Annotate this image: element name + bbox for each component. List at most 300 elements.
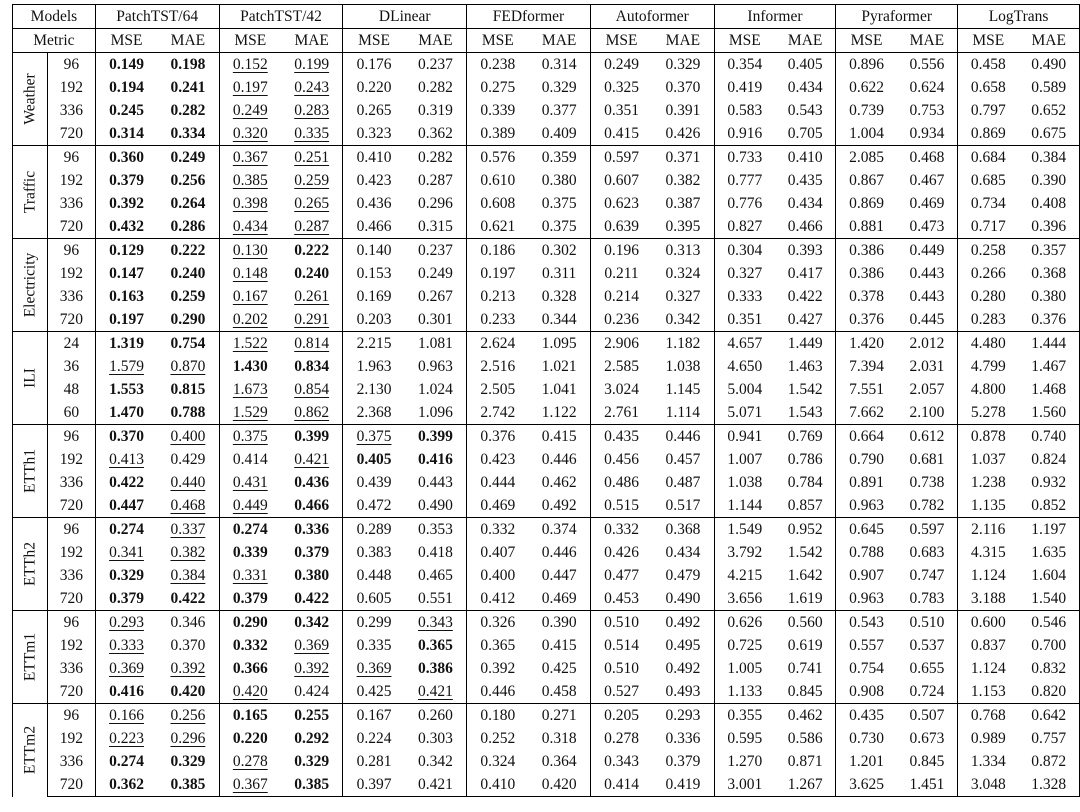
mse-cell	[467, 192, 529, 215]
mse-cell	[590, 587, 652, 611]
mse-cell	[219, 727, 281, 750]
mse-cell	[590, 53, 652, 77]
cell-value: 4.800	[970, 381, 1006, 398]
cell-value: 0.237	[417, 242, 453, 259]
horizon-cell: 720	[47, 215, 95, 239]
mae-cell	[528, 634, 590, 657]
cell-value: 0.862	[294, 404, 330, 421]
mse-cell	[343, 680, 405, 704]
mae-cell	[405, 76, 467, 99]
cell-value: 1.542	[787, 381, 823, 398]
mae-cell	[157, 518, 219, 542]
cell-value: 0.514	[604, 637, 639, 654]
cell-value: 0.740	[1031, 428, 1067, 445]
cell-value: 0.286	[170, 218, 206, 235]
mse-cell	[590, 122, 652, 146]
cell-value: 0.436	[356, 195, 392, 212]
cell-value: 0.462	[541, 474, 577, 491]
table-row	[13, 448, 1080, 471]
dataset-label-cell	[13, 53, 48, 146]
cell-value: 0.510	[604, 614, 639, 631]
table-row	[13, 146, 1080, 170]
mse-cell	[343, 518, 405, 542]
mse-cell	[836, 611, 897, 635]
mse-cell	[958, 518, 1019, 542]
mae-cell	[405, 680, 467, 704]
mse-cell	[95, 192, 157, 215]
mse-cell	[714, 564, 775, 587]
cell-value: 1.135	[970, 497, 1006, 514]
mse-cell	[958, 564, 1019, 587]
metric-label: Metric	[13, 29, 96, 53]
cell-value: 0.447	[109, 497, 144, 514]
cell-value: 0.167	[356, 707, 392, 724]
cell-value: 0.196	[604, 242, 639, 259]
cell-value: 0.343	[417, 614, 453, 631]
cell-value: 0.129	[109, 242, 144, 259]
cell-value: 0.342	[665, 311, 701, 328]
mse-cell	[714, 680, 775, 704]
mae-cell	[281, 239, 343, 263]
cell-value: 0.392	[170, 660, 206, 677]
cell-value: 0.435	[604, 428, 639, 445]
metric-mse-header: MSE	[958, 29, 1019, 53]
cell-value: 0.449	[232, 497, 268, 514]
metric-mae-header: MAE	[528, 29, 590, 53]
cell-value: 0.240	[294, 265, 330, 282]
mse-cell	[958, 215, 1019, 239]
cell-value: 0.197	[109, 311, 144, 328]
cell-value: 0.673	[909, 730, 945, 747]
mse-cell	[836, 587, 897, 611]
mse-cell	[590, 657, 652, 680]
cell-value: 0.989	[970, 730, 1006, 747]
mae-cell	[528, 285, 590, 308]
mae-cell	[897, 355, 958, 378]
mae-cell	[897, 611, 958, 635]
cell-value: 0.782	[909, 497, 945, 514]
table-row	[13, 308, 1080, 332]
mse-cell	[590, 634, 652, 657]
cell-value: 0.440	[170, 474, 206, 491]
horizon-cell: 96	[47, 611, 95, 635]
mae-cell	[528, 425, 590, 449]
mae-cell	[528, 448, 590, 471]
table-row	[13, 494, 1080, 518]
mse-cell	[714, 262, 775, 285]
mse-cell	[95, 657, 157, 680]
mae-cell	[157, 239, 219, 263]
mse-cell	[467, 680, 529, 704]
mae-cell	[528, 541, 590, 564]
mae-cell	[528, 146, 590, 170]
mae-cell	[157, 634, 219, 657]
cell-value: 1.124	[970, 567, 1006, 584]
horizon-cell: 720	[47, 587, 95, 611]
mae-cell	[281, 494, 343, 518]
cell-value: 0.392	[480, 660, 516, 677]
mse-cell	[467, 471, 529, 494]
cell-value: 0.422	[294, 590, 330, 607]
mse-cell	[714, 425, 775, 449]
cell-value: 1.145	[665, 381, 701, 398]
cell-value: 1.267	[787, 776, 823, 793]
mse-cell	[958, 146, 1019, 170]
mse-cell	[219, 169, 281, 192]
model-header: Autoformer	[590, 5, 714, 29]
mae-cell	[1018, 773, 1079, 797]
mse-cell	[714, 727, 775, 750]
mae-cell	[897, 99, 958, 122]
mse-cell	[95, 215, 157, 239]
mse-cell	[219, 657, 281, 680]
mse-cell	[219, 564, 281, 587]
mae-cell	[528, 750, 590, 773]
mse-cell	[590, 541, 652, 564]
cell-value: 0.600	[970, 614, 1006, 631]
mse-cell	[590, 727, 652, 750]
cell-value: 0.327	[665, 288, 701, 305]
mae-cell	[157, 611, 219, 635]
mae-cell	[1018, 425, 1079, 449]
metric-mse-header: MSE	[590, 29, 652, 53]
cell-value: 2.012	[909, 335, 945, 352]
cell-value: 0.423	[356, 172, 392, 189]
table-row	[13, 53, 1080, 77]
cell-value: 0.415	[541, 637, 577, 654]
cell-value: 1.122	[541, 404, 577, 421]
mse-cell	[467, 215, 529, 239]
cell-value: 0.410	[356, 149, 392, 166]
mae-cell	[281, 146, 343, 170]
mae-cell	[281, 680, 343, 704]
mse-cell	[836, 192, 897, 215]
cell-value: 2.505	[480, 381, 516, 398]
mse-cell	[219, 587, 281, 611]
mae-cell	[775, 355, 836, 378]
horizon-cell: 192	[47, 262, 95, 285]
cell-value: 0.390	[1031, 172, 1067, 189]
cell-value: 0.425	[541, 660, 577, 677]
cell-value: 0.410	[787, 149, 823, 166]
cell-value: 1.529	[232, 404, 268, 421]
mse-cell	[95, 634, 157, 657]
mae-cell	[1018, 611, 1079, 635]
mse-cell	[467, 146, 529, 170]
cell-value: 1.579	[109, 358, 144, 375]
mse-cell	[467, 727, 529, 750]
mae-cell	[1018, 587, 1079, 611]
cell-value: 0.148	[232, 265, 268, 282]
table-row	[13, 680, 1080, 704]
cell-value: 0.386	[849, 265, 884, 282]
cell-value: 0.370	[665, 79, 701, 96]
dataset-label: ETTh2	[21, 542, 39, 586]
mse-cell	[95, 308, 157, 332]
cell-value: 0.339	[480, 102, 516, 119]
model-header: PatchTST/64	[95, 5, 219, 29]
mse-cell	[590, 169, 652, 192]
mse-cell	[95, 355, 157, 378]
mae-cell	[652, 262, 714, 285]
mse-cell	[219, 378, 281, 401]
mae-cell	[652, 215, 714, 239]
cell-value: 0.400	[480, 567, 516, 584]
cell-value: 0.493	[665, 683, 701, 700]
cell-value: 0.391	[665, 102, 701, 119]
mse-cell	[590, 401, 652, 425]
mse-cell	[467, 634, 529, 657]
cell-value: 0.626	[727, 614, 763, 631]
cell-value: 0.546	[1031, 614, 1067, 631]
cell-value: 0.287	[294, 218, 330, 235]
mae-cell	[281, 215, 343, 239]
mae-cell	[157, 122, 219, 146]
mae-cell	[775, 169, 836, 192]
cell-value: 0.329	[170, 753, 206, 770]
mae-cell	[281, 76, 343, 99]
dataset-label: Traffic	[21, 170, 39, 214]
mse-cell	[958, 471, 1019, 494]
cell-value: 0.788	[170, 404, 206, 421]
mse-cell	[467, 587, 529, 611]
mse-cell	[714, 239, 775, 263]
mse-cell	[467, 122, 529, 146]
cell-value: 0.426	[665, 125, 701, 142]
mse-cell	[714, 657, 775, 680]
mae-cell	[897, 239, 958, 263]
mae-cell	[405, 401, 467, 425]
mae-cell	[281, 750, 343, 773]
mae-cell	[775, 401, 836, 425]
metric-mse-header: MSE	[343, 29, 405, 53]
mae-cell	[281, 262, 343, 285]
mse-cell	[836, 378, 897, 401]
mae-cell	[157, 76, 219, 99]
cell-value: 0.739	[849, 102, 884, 119]
metric-header-row	[13, 29, 1080, 53]
mse-cell	[590, 378, 652, 401]
cell-value: 0.370	[170, 637, 206, 654]
cell-value: 0.872	[1031, 753, 1067, 770]
horizon-cell: 720	[47, 773, 95, 797]
cell-value: 0.291	[294, 311, 330, 328]
mae-cell	[157, 494, 219, 518]
mse-cell	[958, 285, 1019, 308]
cell-value: 0.741	[787, 660, 823, 677]
cell-value: 0.556	[909, 56, 945, 73]
cell-value: 0.241	[170, 79, 206, 96]
cell-value: 0.251	[294, 149, 330, 166]
mae-cell	[775, 680, 836, 704]
cell-value: 0.280	[970, 288, 1006, 305]
mae-cell	[157, 215, 219, 239]
mse-cell	[467, 401, 529, 425]
mse-cell	[590, 355, 652, 378]
cell-value: 0.769	[787, 428, 823, 445]
cell-value: 0.274	[109, 753, 144, 770]
mae-cell	[897, 308, 958, 332]
cell-value: 0.827	[727, 218, 763, 235]
cell-value: 0.446	[541, 451, 577, 468]
cell-value: 0.223	[109, 730, 144, 747]
model-header: LogTrans	[958, 5, 1080, 29]
mae-cell	[157, 541, 219, 564]
mse-cell	[467, 611, 529, 635]
mae-cell	[775, 285, 836, 308]
cell-value: 0.293	[665, 707, 701, 724]
cell-value: 0.180	[480, 707, 516, 724]
cell-value: 0.341	[109, 544, 144, 561]
mae-cell	[1018, 704, 1079, 728]
cell-value: 0.375	[232, 428, 268, 445]
cell-value: 0.301	[417, 311, 453, 328]
mse-cell	[343, 401, 405, 425]
mse-cell	[467, 541, 529, 564]
mae-cell	[528, 657, 590, 680]
mae-cell	[281, 564, 343, 587]
mae-cell	[1018, 634, 1079, 657]
mae-cell	[528, 99, 590, 122]
cell-value: 0.368	[1031, 265, 1067, 282]
cell-value: 0.199	[294, 56, 330, 73]
horizon-cell: 720	[47, 494, 95, 518]
mae-cell	[1018, 750, 1079, 773]
mae-cell	[1018, 239, 1079, 263]
mse-cell	[219, 773, 281, 797]
cell-value: 1.642	[787, 567, 823, 584]
cell-value: 0.283	[294, 102, 330, 119]
mae-cell	[652, 99, 714, 122]
mae-cell	[897, 634, 958, 657]
mse-cell	[958, 122, 1019, 146]
cell-value: 1.619	[787, 590, 823, 607]
cell-value: 0.333	[109, 637, 144, 654]
cell-value: 0.510	[604, 660, 639, 677]
mse-cell	[958, 657, 1019, 680]
cell-value: 0.335	[294, 125, 330, 142]
cell-value: 1.095	[541, 335, 577, 352]
mae-cell	[652, 750, 714, 773]
cell-value: 1.201	[849, 753, 884, 770]
cell-value: 1.021	[541, 358, 577, 375]
cell-value: 0.398	[232, 195, 268, 212]
mse-cell	[219, 680, 281, 704]
mae-cell	[405, 53, 467, 77]
cell-value: 1.037	[970, 451, 1006, 468]
table-row	[13, 425, 1080, 449]
mae-cell	[281, 587, 343, 611]
mse-cell	[958, 355, 1019, 378]
mae-cell	[528, 471, 590, 494]
metric-mse-header: MSE	[714, 29, 775, 53]
cell-value: 0.315	[417, 218, 453, 235]
mse-cell	[219, 611, 281, 635]
cell-value: 0.376	[480, 428, 516, 445]
mae-cell	[652, 564, 714, 587]
mae-cell	[281, 99, 343, 122]
cell-value: 0.353	[417, 521, 453, 538]
cell-value: 0.176	[356, 56, 392, 73]
horizon-cell: 336	[47, 285, 95, 308]
cell-value: 0.597	[909, 521, 945, 538]
cell-value: 0.495	[665, 637, 701, 654]
mae-cell	[652, 704, 714, 728]
cell-value: 0.422	[170, 590, 206, 607]
cell-value: 0.379	[232, 590, 268, 607]
cell-value: 1.005	[727, 660, 763, 677]
cell-value: 0.612	[909, 428, 945, 445]
cell-value: 0.240	[170, 265, 206, 282]
horizon-cell: 720	[47, 122, 95, 146]
mae-cell	[405, 262, 467, 285]
cell-value: 0.834	[294, 358, 330, 375]
mae-cell	[157, 355, 219, 378]
mae-cell	[528, 704, 590, 728]
mse-cell	[958, 76, 1019, 99]
mse-cell	[343, 750, 405, 773]
cell-value: 0.465	[417, 567, 453, 584]
mse-cell	[958, 587, 1019, 611]
table-row	[13, 657, 1080, 680]
cell-value: 0.420	[170, 683, 206, 700]
horizon-cell: 720	[47, 308, 95, 332]
cell-value: 0.194	[109, 79, 144, 96]
mse-cell	[836, 146, 897, 170]
cell-value: 0.444	[480, 474, 516, 491]
mse-cell	[219, 332, 281, 356]
cell-value: 0.296	[417, 195, 453, 212]
mse-cell	[836, 494, 897, 518]
mse-cell	[343, 611, 405, 635]
mae-cell	[897, 169, 958, 192]
mae-cell	[405, 634, 467, 657]
mse-cell	[836, 401, 897, 425]
mse-cell	[95, 680, 157, 704]
mae-cell	[775, 378, 836, 401]
mse-cell	[958, 308, 1019, 332]
cell-value: 0.327	[727, 265, 763, 282]
cell-value: 1.963	[356, 358, 392, 375]
horizon-cell: 96	[47, 518, 95, 542]
cell-value: 0.467	[909, 172, 945, 189]
metric-mae-header: MAE	[157, 29, 219, 53]
cell-value: 0.293	[109, 614, 144, 631]
cell-value: 0.236	[604, 311, 639, 328]
cell-value: 0.383	[356, 544, 392, 561]
cell-value: 0.908	[849, 683, 884, 700]
mse-cell	[836, 215, 897, 239]
cell-value: 0.364	[541, 753, 577, 770]
mae-cell	[281, 401, 343, 425]
cell-value: 0.468	[909, 149, 945, 166]
cell-value: 0.290	[232, 614, 268, 631]
table-row	[13, 355, 1080, 378]
cell-value: 0.274	[232, 521, 268, 538]
mse-cell	[95, 750, 157, 773]
mse-cell	[836, 53, 897, 77]
cell-value: 1.038	[727, 474, 763, 491]
mae-cell	[157, 587, 219, 611]
cell-value: 1.468	[1031, 381, 1067, 398]
table-row	[13, 378, 1080, 401]
mae-cell	[405, 448, 467, 471]
mse-cell	[958, 704, 1019, 728]
mse-cell	[958, 541, 1019, 564]
mse-cell	[95, 332, 157, 356]
cell-value: 0.624	[909, 79, 945, 96]
cell-value: 0.421	[294, 451, 330, 468]
